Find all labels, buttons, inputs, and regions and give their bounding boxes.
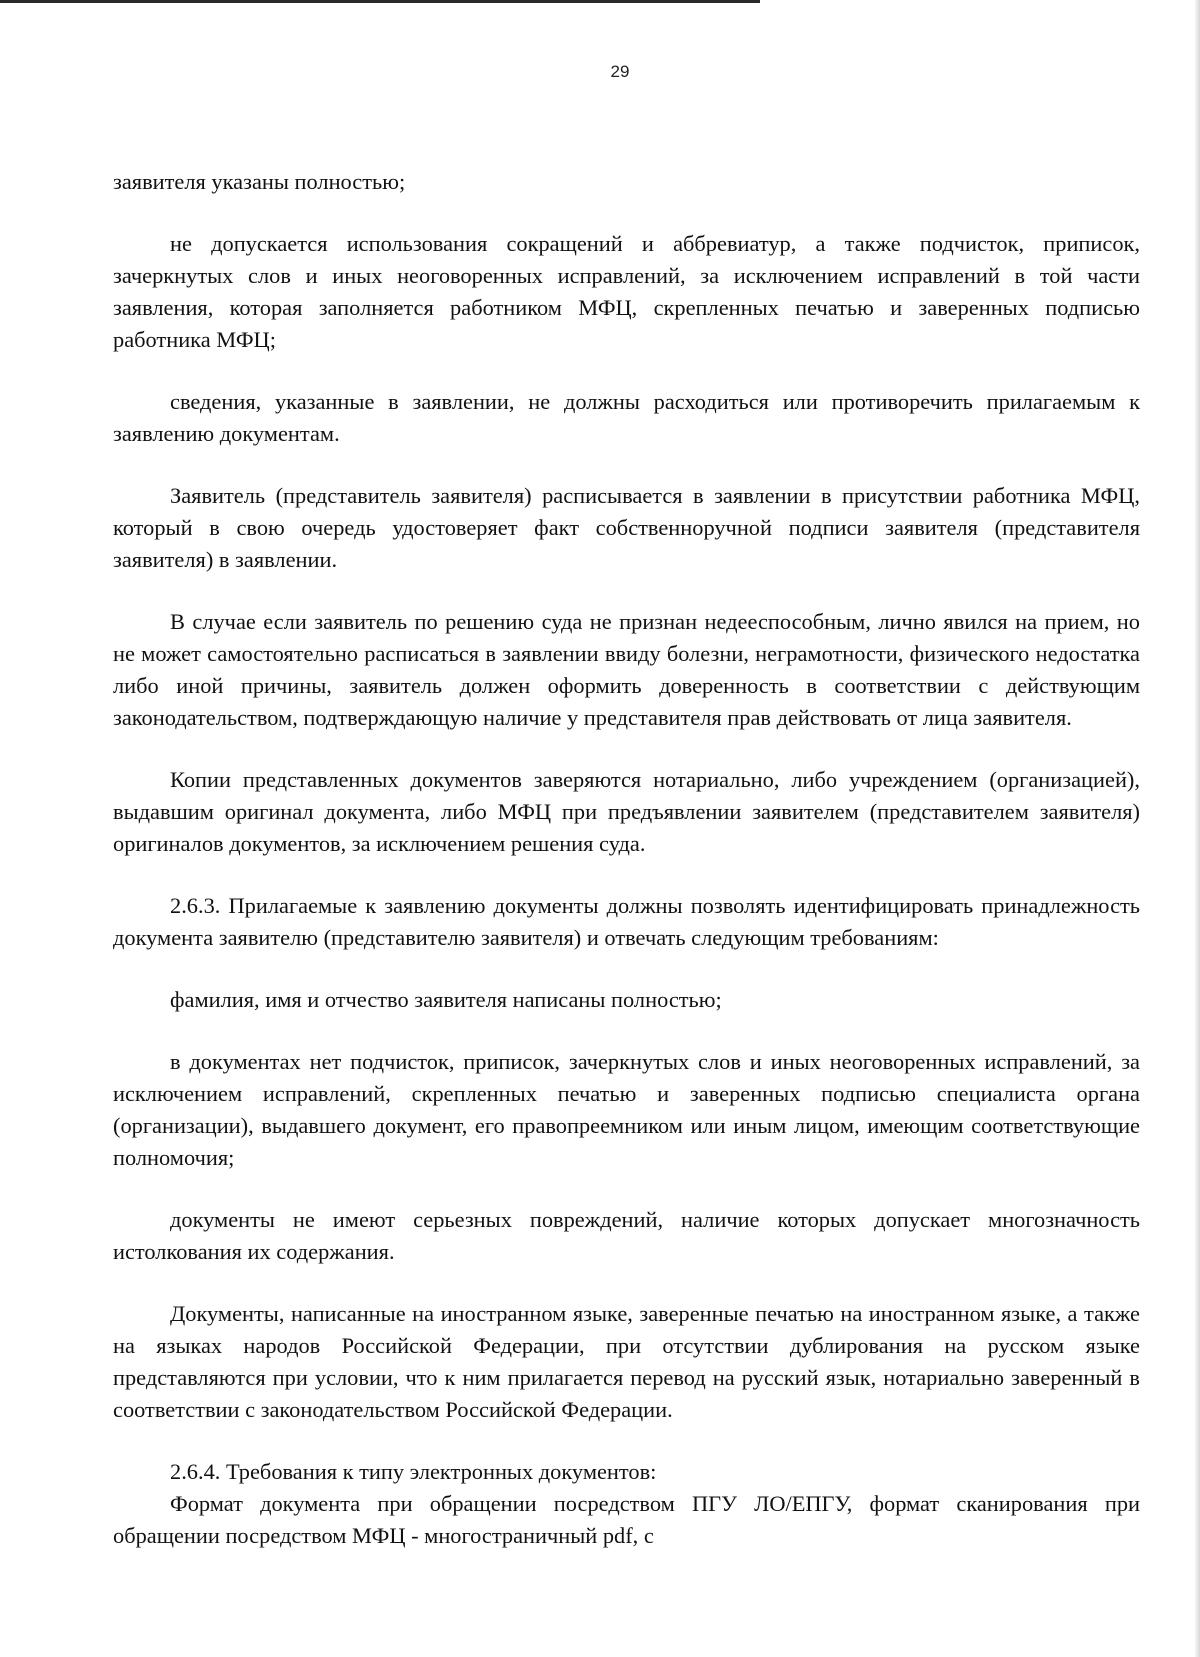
page-number: 29 — [610, 62, 630, 81]
paragraph-no-erasures: в документах нет подчисток, приписок, зачеркнутых слов и иных неоговоренных исправлений, за исключением исправлений, скрепленных печатью и заверенных подписью специалиста органа (организации), выдавшего документ, его правопреемником или иным лицом, имеющим соответствующие полномочия; — [113, 1049, 1140, 1170]
paragraph-foreign-language: Документы, написанные на иностранном языке, заверенные печатью на иностранном языке, а также на языках народов Российской Федерации, при отсутствии дублирования на русском языке представляются при условии, что к ним прилагается перевод на русский язык, нотариально заверенный в соответствии с законодательством Российской Федерации. — [113, 1301, 1140, 1422]
scan-edge-right — [1194, 0, 1200, 1657]
paragraph-copies-certification: Копии представленных документов заверяются нотариально, либо учреждением (организацией), выдавшим оригинал документа, либо МФЦ при предъявлении заявителем (представителем заявителя) оригиналов документов, за исключением решения суда. — [113, 767, 1140, 856]
paragraph-electronic-format: Формат документа при обращении посредством ПГУ ЛО/ЕПГУ, формат сканирования при обращении посредством МФЦ - многостраничный pdf, с — [113, 1491, 1140, 1548]
paragraph-section-2-6-4: 2.6.4. Требования к типу электронных документов: — [170, 1459, 657, 1484]
scan-edge-top — [0, 0, 760, 3]
paragraph-no-abbreviations: не допускается использования сокращений и аббревиатур, а также подчисток, приписок, зачеркнутых слов и иных неоговоренных исправлений, за исключением исправлений в той части заявления, которая заполняется работником МФЦ, скрепленных печатью и заверенных подписью работника МФЦ; — [113, 231, 1140, 352]
paragraph-full-name-written: фамилия, имя и отчество заявителя написаны полностью; — [170, 987, 722, 1012]
document-body — [113, 166, 1140, 1552]
paragraph-power-of-attorney: В случае если заявитель по решению суда не признан недееспособным, лично явился на прием, но не может самостоятельно расписаться в заявлении ввиду болезни, неграмотности, физического недостатка либо иной причины, заявитель должен оформить доверенность в соответствии с действующим законодательством, подтверждающую наличие у представителя прав действовать от лица заявителя. — [113, 609, 1140, 730]
paragraph-no-contradictions: сведения, указанные в заявлении, не должны расходиться или противоречить прилагаемым к заявлению документам. — [113, 389, 1140, 446]
paragraph-no-damage: документы не имеют серьезных повреждений, наличие которых допускает многозначность истолкования их содержания. — [113, 1207, 1140, 1264]
paragraph-section-2-6-3: 2.6.3. Прилагаемые к заявлению документы должны позволять идентифицировать принадлежность документа заявителю (представителю заявителя) и отвечать следующим требованиям: — [113, 893, 1140, 950]
paragraph-applicant-signature: Заявитель (представитель заявителя) расписывается в заявлении в присутствии работника МФЦ, который в свою очередь удостоверяет факт собственноручной подписи заявителя (представителя заявителя) в заявлении. — [113, 483, 1140, 572]
paragraph-applicant-names-full: заявителя указаны полностью; — [113, 169, 406, 194]
